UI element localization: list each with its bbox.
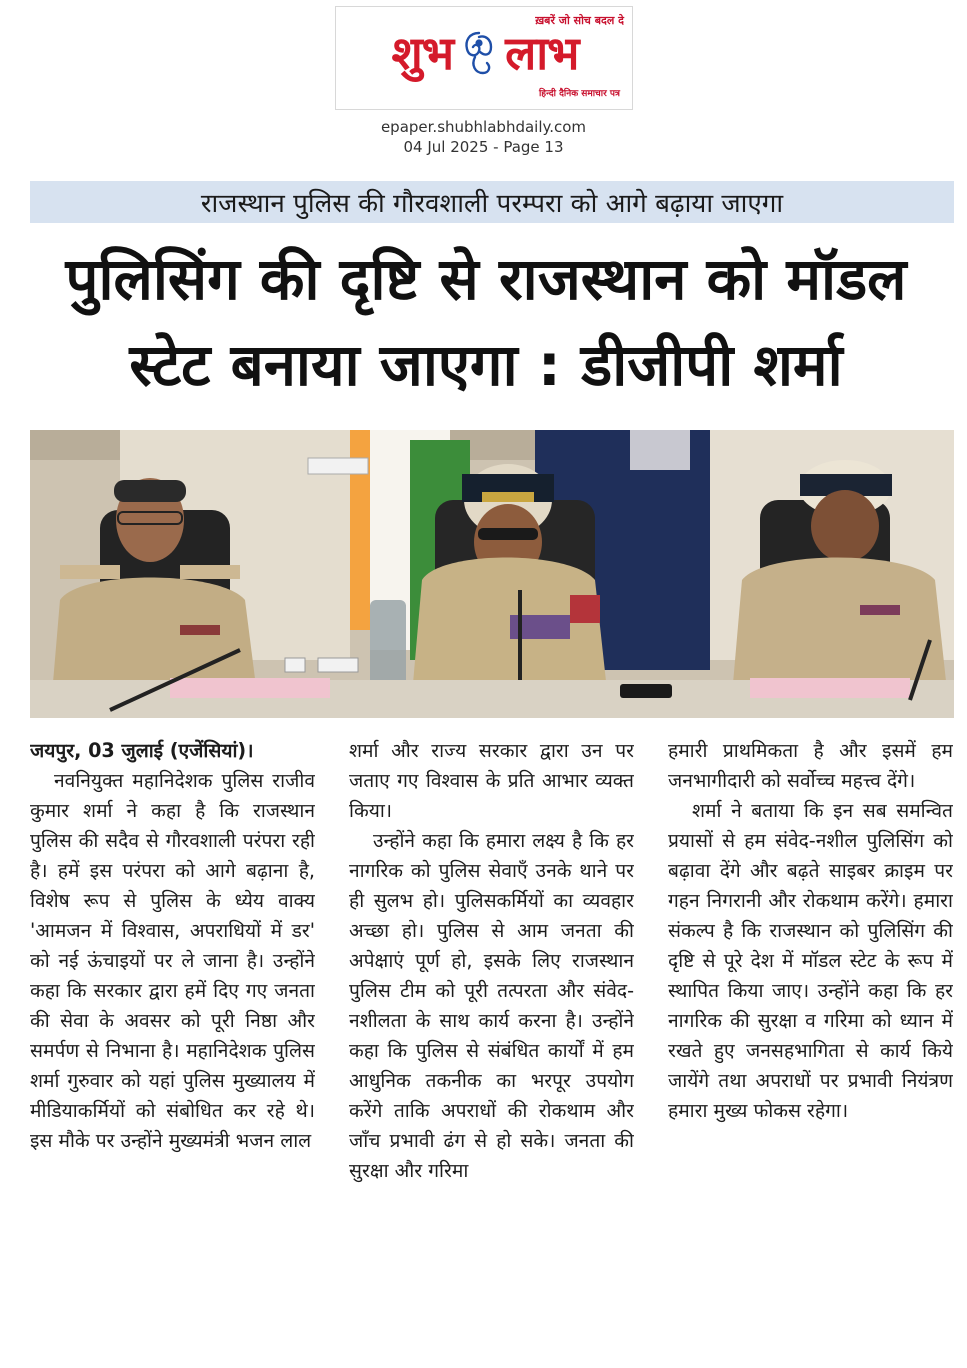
article-photo (30, 430, 954, 718)
article-column-1 (30, 736, 315, 1358)
article-body (30, 736, 954, 1358)
article-headline (18, 236, 954, 408)
masthead-name-right: लाभ (505, 26, 579, 80)
paragraph: शर्मा और राज्य सरकार द्वारा उन पर जताए गए विश्वास के प्रति आभार व्यक्त किया। (349, 739, 634, 822)
paragraph: शर्मा ने बताया कि इन सब समन्वित प्रयासों से हम संवेद-नशील पुलिसिंग को बढ़ावा देंगे और बढ़ते साइबर क्राइम पर गहन निगरानी और रोकथाम करेंगे। हमारा संकल्प है कि राजस्थान को पुलिसिंग की दृष्टि से पूरे देश में मॉडल स्टेट के रूप में स्थापित किया जाए। उन्होंने कहा कि हर नागरिक की सुरक्षा व गरिमा को ध्यान में रखते हुए जनसहभागिता से कार्य किये जायेंगे तथा अपराधों पर प्रभावी नियंत्रण हमारा मुख्य फोकस रहेगा। (668, 799, 953, 1122)
headline-line-1: पुलिसिंग की दृष्टि से राजस्थान को मॉडल (65, 245, 907, 313)
article-column-3 (668, 736, 953, 1358)
masthead-tagline: ख़बरें जो सोच बदल दे (535, 14, 624, 27)
masthead-wordmark (342, 21, 628, 85)
paragraph: उन्होंने कहा कि हमारा लक्ष्य है कि हर नागरिक को पुलिस सेवाएँ उनके थाने पर ही सुलभ हो। पुलिसकर्मियों का व्यवहार अच्छा हो। पुलिस से आम जनता की अपेक्षाएं पूर्ण हो, इसके लिए राजस्थान पुलिस टीम को पूरी तत्परता और संवेद-नशीलता के साथ कार्य करना है। उन्होंने कहा कि पुलिस से संबंधित कार्यों में हम आधुनिक तकनीक का भरपूर उपयोग करेंगे ताकि अपराधों की रोकथाम और जाँच प्रभावी ढंग से हो सके। जनता की सुरक्षा और गरिमा (349, 829, 634, 1182)
press-conference-photo (30, 430, 954, 718)
paragraph: हमारी प्राथमिकता है और इसमें हम जनभागीदारी को सर्वोच्च महत्त्व देंगे। (668, 739, 953, 792)
dateline: जयपुर, 03 जुलाई (एजेंसियां)। (30, 739, 254, 762)
edition-date: 04 Jul 2025 - Page 13 (403, 138, 564, 156)
article-kicker: राजस्थान पुलिस की गौरवशाली परम्परा को आगे बढ़ाया जाएगा (30, 181, 954, 223)
source-url: epaper.shubhlabhdaily.com (380, 118, 587, 136)
paragraph: नवनियुक्त महानिदेशक पुलिस राजीव कुमार शर्मा ने कहा है कि राजस्थान पुलिस की सदैव से गौरवशाली परंपरा रही है। हमें इस परंपरा को आगे बढ़ाना है, विशेष रूप से पुलिस के ध्येय वाक्य 'आमजन में विश्वास, अपराधियों में डर' को नई ऊंचाइयों पर ले जाना है। उन्होंने कहा कि सरकार द्वारा हमें दिए गए जनता की सेवा के अवसर को पूरी निष्ठा और समर्पण से निभाना है। महानिदेशक पुलिस शर्मा गुरुवार को यहां पुलिस मुख्यालय में मीडियाकर्मियों को संबोधित कर रहे थे। इस मौके पर उन्होंने मुख्यमंत्री भजन लाल (30, 769, 315, 1152)
headline-line-2: स्टेट बनाया जाएगा : डीजीपी शर्मा (129, 331, 843, 399)
masthead-logo (335, 6, 633, 110)
article-column-2 (349, 736, 634, 1358)
masthead-name-left: शुभ (391, 26, 454, 80)
masthead-subtitle: हिन्दी दैनिक समाचार पत्र (538, 89, 620, 99)
ganesha-icon (457, 27, 501, 79)
